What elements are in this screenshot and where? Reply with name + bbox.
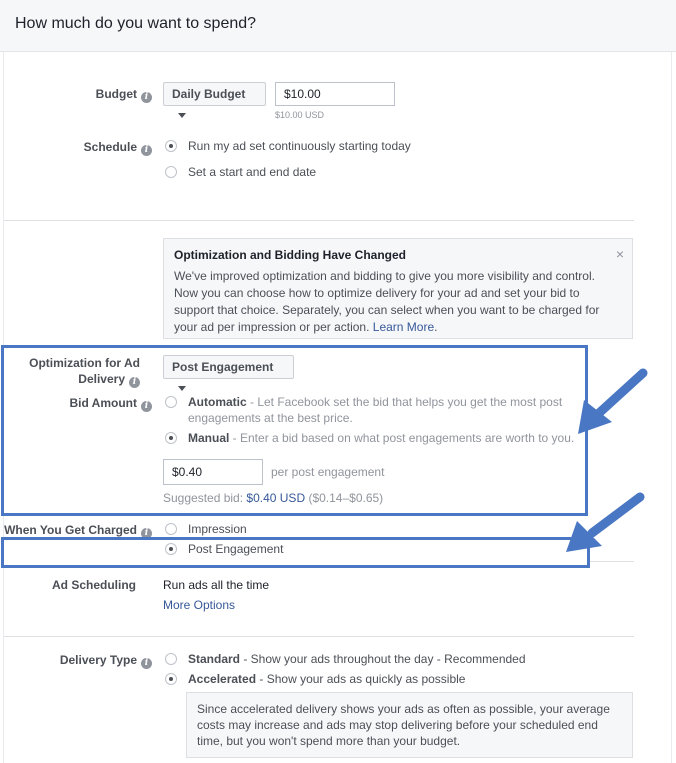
arrow-icon xyxy=(578,373,643,434)
bid-amount-label-text: Bid Amount xyxy=(69,396,137,410)
schedule-option-label: Run my ad set continuously starting today xyxy=(188,139,411,153)
schedule-label-text: Schedule xyxy=(83,140,137,154)
suggested-bid-range: ($0.14–$0.65) xyxy=(305,491,384,505)
ad-scheduling-label: Ad Scheduling xyxy=(52,578,136,592)
bid-automatic-desc-line2: engagements at the best price. xyxy=(188,411,353,425)
charged-option-label: Impression xyxy=(188,522,247,536)
budget-label-text: Budget xyxy=(95,87,137,101)
charged-option-label: Post Engagement xyxy=(188,542,284,556)
arrow-icon xyxy=(566,497,640,552)
notice-title: Optimization and Bidding Have Changed xyxy=(174,248,407,262)
delivery-standard-desc: - Show your ads throughout the day - Recommended xyxy=(240,652,526,666)
info-icon[interactable]: i xyxy=(141,401,152,412)
info-icon[interactable]: i xyxy=(141,528,152,539)
bid-amount-input[interactable]: $0.40 xyxy=(163,459,263,485)
info-icon[interactable]: i xyxy=(129,377,140,388)
suggested-bid-prefix: Suggested bid: xyxy=(163,491,247,505)
optimization-label-line1: Optimization for Ad xyxy=(29,356,140,370)
notice-body-text: We've improved optimization and bidding to give you more visibility and control. Now you can choose how to optimize delivery for your ad and set your bid to support that choice. Separately, you can select when you want to be charged for your ad per impression or per action. xyxy=(174,269,600,334)
notice-period: . xyxy=(434,320,438,334)
section-title: How much do you want to spend? xyxy=(15,15,257,32)
info-icon[interactable]: i xyxy=(141,145,152,156)
charged-label-text: When You Get Charged xyxy=(4,523,137,537)
delivery-type-label-text: Delivery Type xyxy=(59,653,137,667)
bid-automatic-desc: - Let Facebook set the bid that helps you get the most post xyxy=(246,395,563,409)
budget-amount-input[interactable]: $10.00 xyxy=(275,82,395,106)
budget-currency-note: $10.00 USD xyxy=(275,110,325,120)
optimization-label-line2: Delivery xyxy=(78,372,125,386)
suggested-bid-value[interactable]: $0.40 USD xyxy=(246,491,306,505)
bid-manual-desc: - Enter a bid based on what post engagements are worth to you. xyxy=(229,431,575,445)
info-icon[interactable]: i xyxy=(141,658,152,669)
info-icon[interactable]: i xyxy=(141,92,152,103)
close-icon[interactable]: × xyxy=(615,246,624,262)
bid-automatic-title: Automatic xyxy=(188,395,247,409)
ad-scheduling-value: Run ads all the time xyxy=(163,578,270,592)
budget-type-value: Daily Budget xyxy=(172,87,246,101)
schedule-option-label: Set a start and end date xyxy=(188,165,317,179)
accelerated-note: Since accelerated delivery shows your ads as often as possible, your average costs may increase and ads may stop delivering before your scheduled end time, but you won't spend more than your budget. xyxy=(186,692,633,758)
optimization-value: Post Engagement xyxy=(172,360,274,374)
bid-unit: per post engagement xyxy=(271,465,385,479)
delivery-accelerated-desc: - Show your ads as quickly as possible xyxy=(256,672,466,686)
delivery-accelerated-title: Accelerated xyxy=(188,672,257,686)
bid-manual-title: Manual xyxy=(188,431,230,445)
learn-more-link[interactable]: Learn More xyxy=(372,320,435,334)
more-options-link[interactable]: More Options xyxy=(163,598,236,612)
delivery-standard-title: Standard xyxy=(188,652,241,666)
